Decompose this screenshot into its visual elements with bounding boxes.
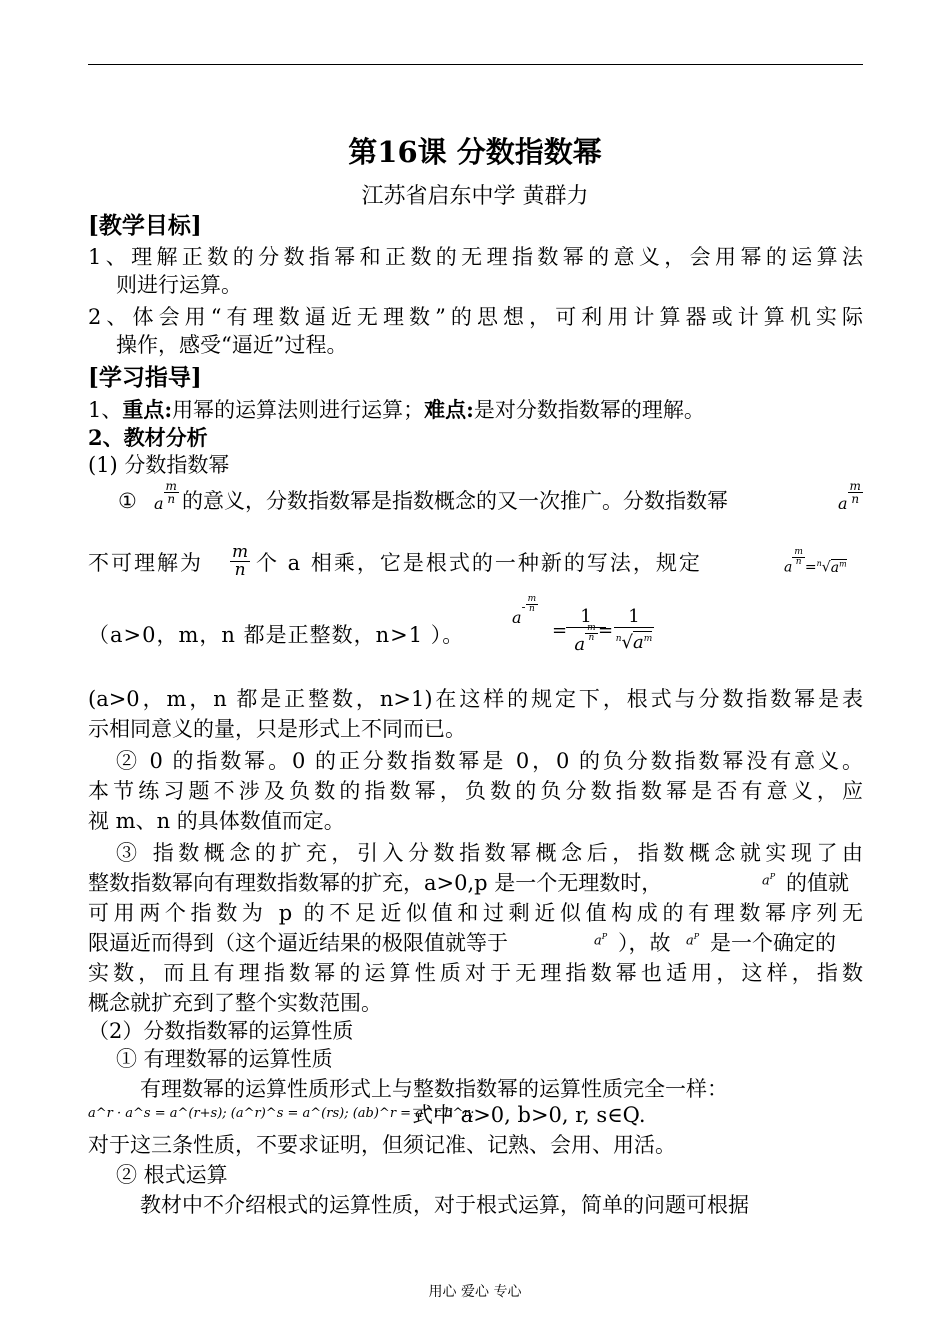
c1-text: 的意义，分数指数幂是指数概念的又一次推广。分数指数幂 (182, 489, 728, 513)
c1-line5: 示相同意义的量，只是形式上不同而已。 (88, 717, 466, 741)
formula-definition: a $\frac{m}{n}$ $=^n√a^m$ (784, 547, 847, 576)
c1-line4: (a>0，m，n 都是正整数，n>1)在这样的规定下，根式与分数指数幂是表 (88, 687, 863, 711)
formula-a-p-1: $a^P$ (762, 872, 776, 889)
subheading-operation-rules: （2）分数指数幂的运算性质 (88, 1019, 354, 1043)
c3-line2-a: 整数指数幂向有理数指数幂的扩充，a>0,p 是一个无理数时， (88, 871, 663, 895)
c2-line1: ② 0 的指数幂。0 的正分数指数幂是 0，0 的负分数指数幂没有意义。 (116, 749, 863, 773)
formula-a-m-over-n-2: a $\frac{m}{n}$ (838, 479, 861, 513)
difficulty-text: 是对分数指数幂的理解。 (473, 398, 705, 422)
section-heading-guidance: [学习指导] (88, 364, 202, 391)
d2-text: 教材中不介绍根式的运算性质，对于根式运算，简单的问题可根据 (140, 1193, 749, 1217)
c3-line1: ③ 指数概念的扩充，引入分数指数幂概念后，指数概念就实现了由 (116, 841, 863, 865)
page-footer: 用心 爱心 专心 (428, 1284, 522, 1300)
c1-line3: （a>0，m，n 都是正整数，n>1 ）。 (88, 623, 465, 647)
d1-text: 有理数幂的运算性质形式上与整数指数幂的运算性质完全一样： (140, 1077, 728, 1101)
c3-line6: 概念就扩充到了整个实数范围。 (88, 991, 382, 1015)
key-point-text: 用幂的运算法则进行运算； (172, 398, 425, 422)
d2-title: ② 根式运算 (116, 1163, 228, 1187)
c3-line4-c: 是一个确定的 (710, 931, 836, 955)
guidance-line-2: 2、教材分析 (88, 425, 208, 450)
header-rule (88, 64, 863, 65)
objective-1-line-2: 则进行运算。 (116, 273, 242, 297)
formula-a-m-over-n: a $\frac{m}{n}$ (154, 479, 177, 513)
objective-2-line-2: 操作，感受“逼近”过程。 (116, 333, 348, 357)
d1-formula-tail: 式中 a>0, b>0, r, s∈Q. (412, 1103, 646, 1127)
c3-line4-a: 限逼近而得到（这个逼近结果的极限值就等于 (88, 931, 508, 955)
d1-note: 对于这三条性质，不要求证明，但须记准、记熟、会用、用活。 (88, 1133, 676, 1157)
c2-line2: 本节练习题不涉及负数的指数幂，负数的负分数指数幂是否有意义，应 (88, 779, 863, 803)
objective-2-line-1: 2、体会用“有理数逼近无理数”的思想，可利用计算器或计算机实际 (88, 305, 863, 329)
c1-line2-a: 不可理解为 (88, 551, 203, 575)
subheading-fractional-exponent: (1) 分数指数幂 (88, 453, 230, 477)
d1-title: ① 有理数幂的运算性质 (116, 1047, 333, 1071)
objective-1-line-1: 1、理解正数的分数指幂和正数的无理指数幂的意义，会用幂的运算法 (88, 245, 863, 269)
c3-line2-b: 的值就 (786, 871, 849, 895)
formula-negative-exponent: a- $\frac{m}{n}$ (512, 594, 537, 627)
author-line: 江苏省启东中学 黄群力 (361, 184, 589, 209)
c3-line5: 实数，而且有理指数幂的运算性质对于无理指数幂也适用，这样，指数 (88, 961, 863, 985)
eq-sign-1: = (552, 620, 568, 641)
fraction-1-over-a-m-n: 1 a $\frac{m}{n}$ (566, 606, 606, 655)
c1-line2-b: 个 a 相乘，它是根式的一种新的写法，规定 (256, 551, 702, 575)
c3-line3: 可用两个指数为 p 的不足近似值和过剩近似值构成的有理数幂序列无 (88, 901, 863, 925)
c1-marker: ① (118, 489, 137, 513)
fraction-1-over-root: 1 $^n√a^m$ (615, 606, 653, 653)
fraction-m-over-n: $\frac{m}{n}$ (232, 542, 249, 580)
formula-rules: a^r · a^s = a^(r+s); (a^r)^s = a^(rs); (ab)^r = a^r b^r; (88, 1106, 474, 1121)
c3-line4-b: ），故 (618, 931, 671, 955)
key-point-label: 重点: (122, 397, 173, 422)
page-title: 第16课 分数指数幂 (348, 135, 602, 169)
section-heading-objectives: [教学目标] (88, 212, 202, 239)
eq-sign-2: = (598, 620, 614, 641)
formula-a-p-2: $a^P$ (594, 932, 608, 949)
guidance-num: 1、 (88, 398, 123, 422)
formula-a-p-3: $a^P$ (686, 932, 700, 949)
difficulty-label: 难点: (424, 397, 474, 422)
c2-line3: 视 m、n 的具体数值而定。 (88, 809, 345, 833)
